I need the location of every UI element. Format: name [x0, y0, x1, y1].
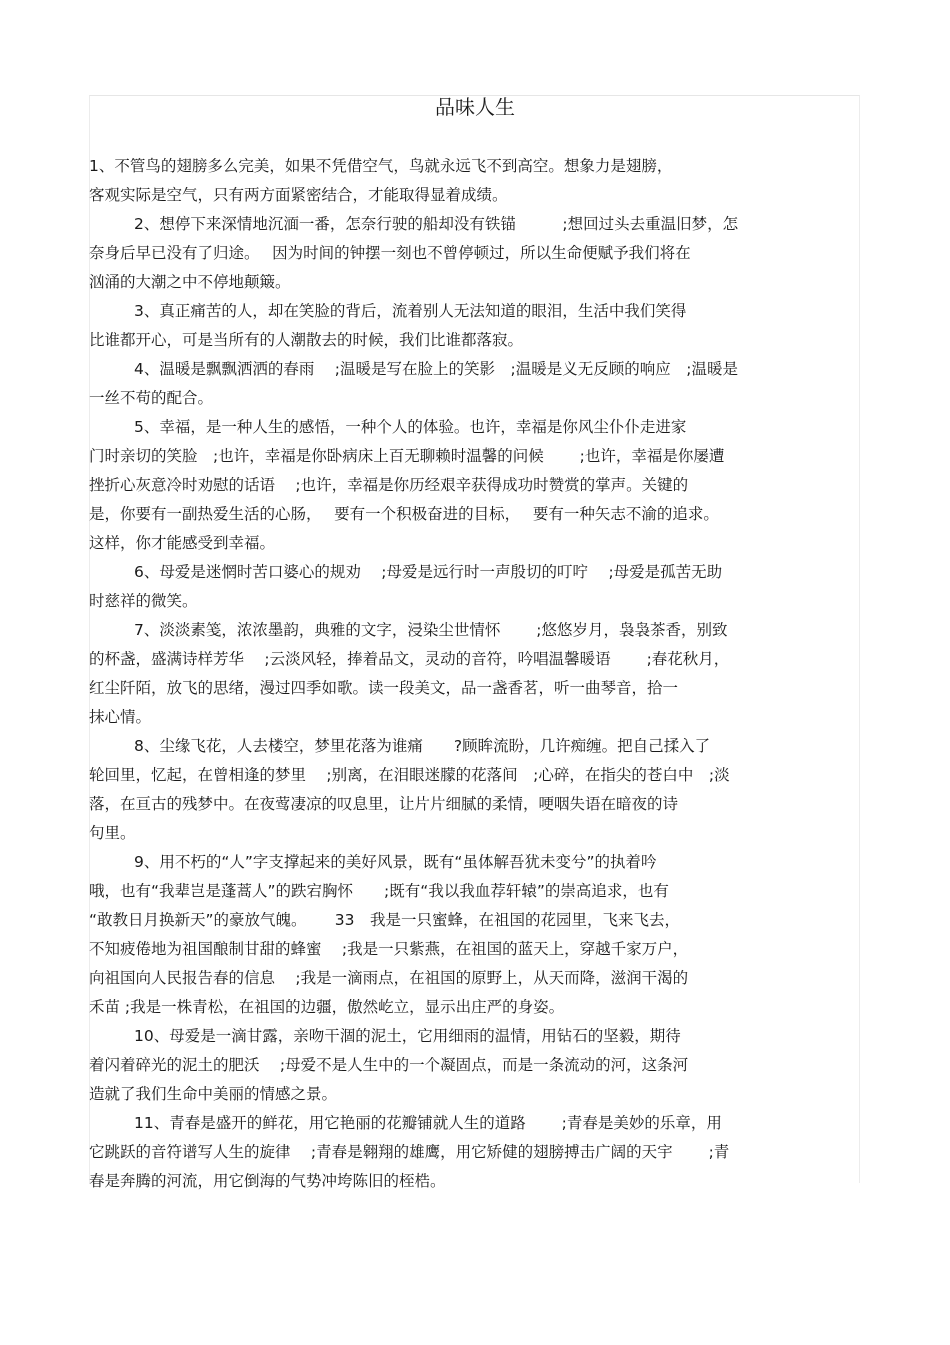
text-line: 6、母爱是迷惘时苦口婆心的规劝 ;母爱是远行时一声殷切的叮咛 ;母爱是孤苦无助: [134, 563, 723, 581]
text-line: 落，在亘古的残梦中。在夜莺凄凉的叹息里，让片片细腻的柔情，哽咽失语在暗夜的诗: [89, 795, 679, 813]
text-line: 11、青春是盛开的鲜花，用它艳丽的花瓣铺就人生的道路 ;青春是美妙的乐章，用: [134, 1114, 722, 1132]
text-line: 8、尘缘飞花，人去楼空，梦里花落为谁痛 ?顾眸流盼，几许痴缠。把自己揉入了: [134, 737, 711, 755]
text-line: 10、母爱是一滴甘露，亲吻干涸的泥土，它用细雨的温情，用钻石的坚毅，期待: [134, 1027, 681, 1045]
text-line: 奈身后早已没有了归途。 因为时间的钟摆一刻也不曾停顿过，所以生命便赋予我们将在: [89, 244, 691, 262]
document-title: 品味人生: [435, 95, 515, 119]
text-line: 禾苗 ;我是一株青松，在祖国的边疆，傲然屹立，显示出庄严的身姿。: [89, 998, 565, 1016]
text-line: 门时亲切的笑脸 ;也许，幸福是你卧病床上百无聊赖时温馨的问候 ;也许，幸福是你屡遭: [89, 447, 725, 465]
text-line: 一丝不苟的配合。: [89, 389, 214, 407]
text-line: 挫折心灰意冷时劝慰的话语 ;也许，幸福是你历经艰辛获得成功时赞赏的掌声。关键的: [89, 476, 689, 494]
text-line: 7、淡淡素笺，浓浓墨韵，典雅的文字，浸染尘世情怀 ;悠悠岁月，袅袅茶香，别致: [134, 621, 728, 639]
text-line: 这样，你才能感受到幸福。: [89, 534, 276, 552]
text-line: 客观实际是空气，只有两方面紧密结合，才能取得显着成绩。: [89, 186, 508, 204]
text-line: 5、幸福，是一种人生的感悟，一种个人的体验。也许，幸福是你风尘仆仆走进家: [134, 418, 687, 436]
text-line: 它跳跃的音符谱写人生的旋律 ;青春是翱翔的雄鹰，用它矫健的翅膀搏击广阔的天宇 ;青: [89, 1143, 730, 1161]
text-line: 2、想停下来深情地沉湎一番，怎奈行驶的船却没有铁锚 ;想回过头去重温旧梦，怎: [134, 215, 739, 233]
text-line: 红尘阡陌，放飞的思绪，漫过四季如歌。读一段美文，品一盏香茗，听一曲琴音，拾一: [89, 679, 679, 697]
text-line: 抹心情。: [89, 708, 152, 726]
text-line: 着闪着碎光的泥土的肥沃 ;母爱不是人生中的一个凝固点，而是一条流动的河，这条河: [89, 1056, 689, 1074]
text-line: 的杯盏，盛满诗样芳华 ;云淡风轻，捧着品文，灵动的音符，吟唱温馨暖语 ;春花秋月，: [89, 650, 730, 668]
text-line: 比谁都开心，可是当所有的人潮散去的时候，我们比谁都落寂。: [89, 331, 524, 349]
text-line: 不知疲倦地为祖国酿制甘甜的蜂蜜 ;我是一只紫燕，在祖国的蓝天上，穿越千家万户，: [89, 940, 689, 958]
text-line: 9、用不朽的“人”字支撑起来的美好风景，既有“虽体解吾犹未变兮”的执着吟: [134, 853, 657, 871]
document-body: [89, 152, 859, 1196]
text-line: 春是奔腾的河流，用它倒海的气势冲垮陈旧的桎梏。: [89, 1172, 446, 1190]
text-line: 时慈祥的微笑。: [89, 592, 198, 610]
text-line: 造就了我们生命中美丽的情感之景。: [89, 1085, 338, 1103]
text-line: 4、温暖是飘飘洒洒的春雨 ;温暖是写在脸上的笑影 ;温暖是义无反顾的响应 ;温暖是: [134, 360, 738, 378]
text-line: 轮回里，忆起，在曾相逢的梦里 ;别离，在泪眼迷朦的花落间 ;心碎，在指尖的苍白中 ;淡: [89, 766, 730, 784]
text-line: 向祖国向人民报告春的信息 ;我是一滴雨点，在祖国的原野上，从天而降，滋润干渴的: [89, 969, 689, 987]
text-line: 句里。: [89, 824, 136, 842]
text-line: 1、不管鸟的翅膀多么完美，如果不凭借空气，鸟就永远飞不到高空。想象力是翅膀，: [89, 157, 673, 175]
text-line: 汹涌的大潮之中不停地颠簸。: [89, 273, 291, 291]
text-line: 是，你要有一副热爱生活的心肠， 要有一个积极奋进的目标， 要有一种矢志不渝的追求。: [89, 505, 719, 523]
text-line: 哦，也有“我辈岂是蓬蒿人”的跌宕胸怀 ;既有“我以我血荐轩辕”的崇高追求，也有: [89, 882, 669, 900]
text-line: 3、真正痛苦的人，却在笑脸的背后，流着别人无法知道的眼泪，生活中我们笑得: [134, 302, 687, 320]
text-line: “敢教日月换新天”的豪放气魄。 33 我是一只蜜蜂，在祖国的花园里，飞来飞去，: [89, 911, 680, 929]
